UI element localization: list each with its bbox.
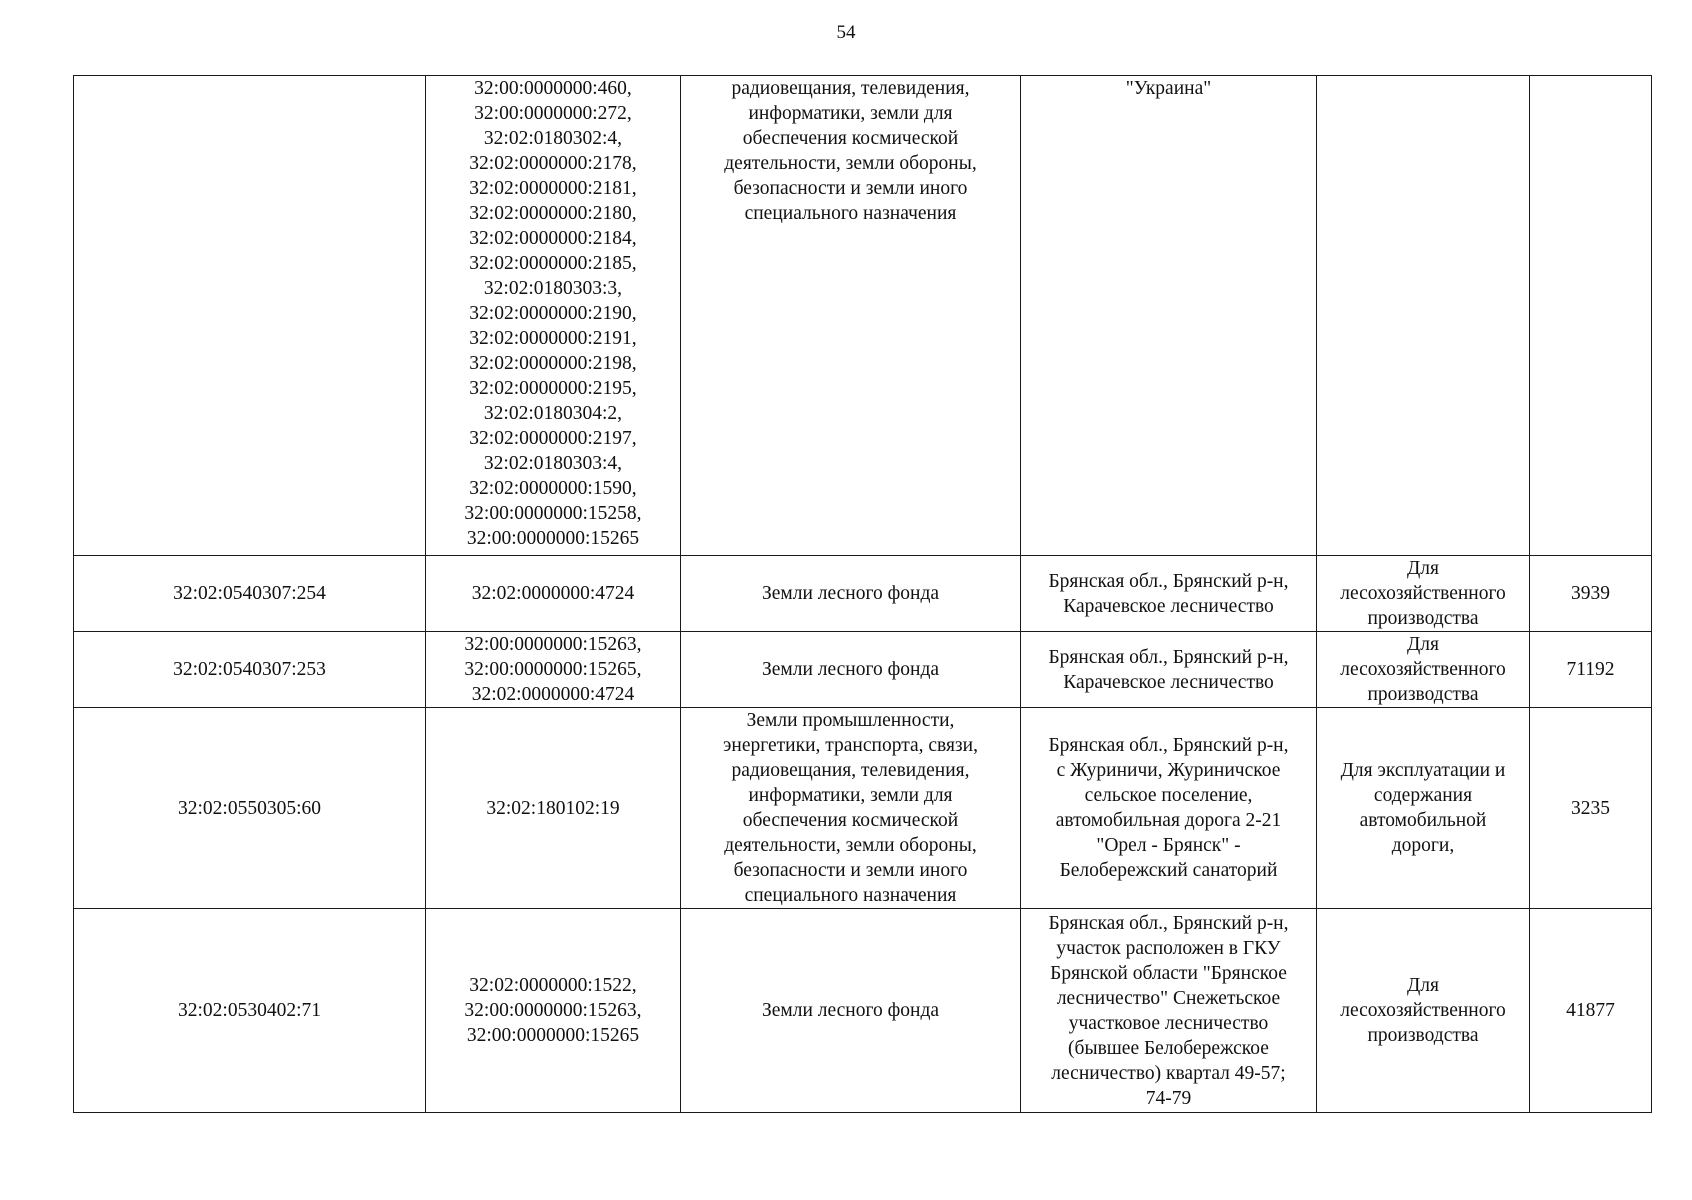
address-cell: Брянская обл., Брянский р-н, Карачевское лесничество	[1021, 556, 1317, 632]
land-category-cell: Земли промышленности, энергетики, транспорта, связи, радиовещания, телевидения, информатики, земли для обеспечения космической деятельности, земли обороны, безопасности и земли иного специального назначения	[681, 708, 1021, 909]
area-cell	[1530, 76, 1652, 556]
land-category-cell: Земли лесного фонда	[681, 632, 1021, 708]
permitted-use-cell: Для лесохозяйственного производства	[1317, 632, 1530, 708]
included-parcels-cell: 32:02:0000000:1522, 32:00:0000000:15263, 32:00:0000000:15265	[426, 909, 681, 1113]
permitted-use-cell	[1317, 76, 1530, 556]
land-category-cell: Земли лесного фонда	[681, 909, 1021, 1113]
address-cell: Брянская обл., Брянский р-н, участок расположен в ГКУ Брянской области "Брянское лесничество" Снежетьское участковое лесничество (бывшее Белобережское лесничество) квартал 49-57; 74-79	[1021, 909, 1317, 1113]
included-parcels-cell: 32:00:0000000:460, 32:00:0000000:272, 32:02:0180302:4, 32:02:0000000:2178, 32:02:0000000:2181, 32:02:0000000:2180, 32:02:0000000:2184, 32:02:0000000:2185, 32:02:0180303:3, 32:02:0000000:2190, 32:02:0000000:2191, 32:02:0000000:2198, 32:02:0000000:2195, 32:02:0180304:2, 32:02:0000000:2197, 32:02:0180303:4, 32:02:0000000:1590, 32:00:0000000:15258, 32:00:0000000:15265	[426, 76, 681, 556]
address-cell: Брянская обл., Брянский р-н, Карачевское лесничество	[1021, 632, 1317, 708]
area-cell: 41877	[1530, 909, 1652, 1113]
included-parcels-cell: 32:02:180102:19	[426, 708, 681, 909]
table-row	[74, 632, 1652, 708]
land-category-cell: Земли лесного фонда	[681, 556, 1021, 632]
address-cell: Брянская обл., Брянский р-н, с Журиничи, Журиничское сельское поселение, автомобильная дорога 2-21 "Орел - Брянск" - Белобережский санаторий	[1021, 708, 1317, 909]
table-row	[74, 76, 1652, 556]
land-category-cell: радиовещания, телевидения, информатики, земли для обеспечения космической деятельности, земли обороны, безопасности и земли иного специального назначения	[681, 76, 1021, 556]
included-parcels-cell: 32:00:0000000:15263, 32:00:0000000:15265, 32:02:0000000:4724	[426, 632, 681, 708]
permitted-use-cell: Для эксплуатации и содержания автомобильной дороги,	[1317, 708, 1530, 909]
table-row	[74, 556, 1652, 632]
table-row	[74, 909, 1652, 1113]
permitted-use-cell: Для лесохозяйственного производства	[1317, 909, 1530, 1113]
table-row	[74, 708, 1652, 909]
included-parcels-cell: 32:02:0000000:4724	[426, 556, 681, 632]
area-cell: 3235	[1530, 708, 1652, 909]
cadastral-number-cell: 32:02:0530402:71	[74, 909, 426, 1113]
cadastral-number-cell: 32:02:0550305:60	[74, 708, 426, 909]
area-cell: 71192	[1530, 632, 1652, 708]
cadastral-number-cell	[74, 76, 426, 556]
land-parcels-table	[73, 75, 1652, 1113]
permitted-use-cell: Для лесохозяйственного производства	[1317, 556, 1530, 632]
cadastral-number-cell: 32:02:0540307:253	[74, 632, 426, 708]
cadastral-number-cell: 32:02:0540307:254	[74, 556, 426, 632]
page-number: 54	[836, 22, 856, 43]
area-cell: 3939	[1530, 556, 1652, 632]
address-cell: "Украина"	[1021, 76, 1317, 556]
